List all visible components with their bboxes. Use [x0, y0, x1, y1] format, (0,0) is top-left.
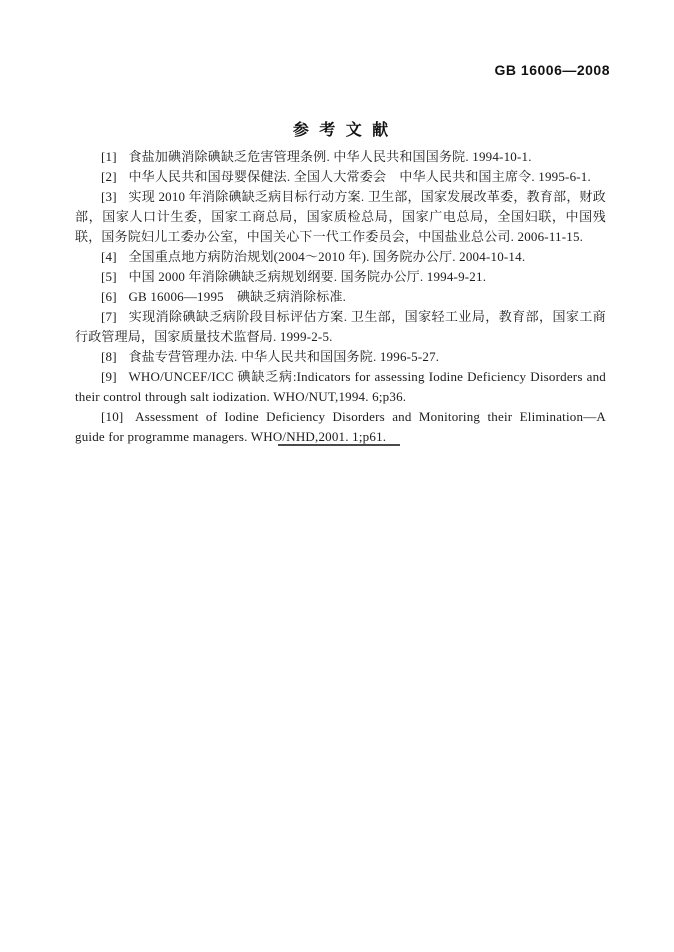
reference-item [75, 367, 606, 407]
reference-item [75, 407, 606, 447]
reference-label: [6] [101, 289, 117, 304]
reference-item [75, 347, 606, 367]
reference-item [75, 267, 606, 287]
reference-text: 实现消除碘缺乏病阶段目标评估方案. 卫生部，国家轻工业局，教育部，国家工商行政管理局，国家质量技术监督局. 1999-2-5. [75, 309, 606, 344]
reference-item [75, 167, 606, 187]
reference-label: [10] [101, 409, 124, 424]
reference-text: 实现 2010 年消除碘缺乏病目标行动方案. 卫生部，国家发展改革委，教育部，财政部，国家人口计生委，国家工商总局，国家质检总局，国家广电总局，全国妇联，中国残联，国务院妇儿工委办公室，中国关心下一代工作委员会，中国盐业总公司. 2006-11-15. [75, 189, 606, 244]
reference-text: 全国重点地方病防治规划(2004～2010 年). 国务院办公厅. 2004-10-14. [128, 249, 526, 264]
reference-text: GB 16006—1995 碘缺乏病消除标准. [128, 289, 347, 304]
reference-text: 食盐加碘消除碘缺乏危害管理条例. 中华人民共和国国务院. 1994-10-1. [128, 149, 532, 164]
references-list [75, 147, 606, 447]
reference-text: 食盐专营管理办法. 中华人民共和国国务院. 1996-5-27. [128, 349, 440, 364]
reference-item [75, 147, 606, 167]
reference-label: [2] [101, 169, 117, 184]
reference-label: [3] [101, 189, 117, 204]
end-of-document-divider [278, 444, 400, 446]
reference-item [75, 247, 606, 267]
reference-label: [7] [101, 309, 117, 324]
reference-label: [8] [101, 349, 117, 364]
standard-code: GB 16006—2008 [494, 62, 610, 78]
reference-item [75, 187, 606, 247]
references-section-title: 参考文献 [292, 122, 399, 139]
reference-label: [1] [101, 149, 117, 164]
reference-label: [9] [101, 369, 117, 384]
reference-text: WHO/UNCEF/ICC 碘缺乏病:Indicators for assessing Iodine Deficiency Disorders and their control through salt iodization. WHO/NUT,1994. 6;p36. [75, 369, 606, 404]
reference-item [75, 287, 606, 307]
reference-label: [4] [101, 249, 117, 264]
reference-text: Assessment of Iodine Deficiency Disorders and Monitoring their Elimination—A guide for programme managers. WHO/NHD,2001. 1;p61. [75, 409, 606, 444]
reference-item [75, 307, 606, 347]
reference-text: 中国 2000 年消除碘缺乏病规划纲要. 国务院办公厅. 1994-9-21. [128, 269, 487, 284]
reference-label: [5] [101, 269, 117, 284]
reference-text: 中华人民共和国母婴保健法. 全国人大常委会 中华人民共和国主席令. 1995-6-1. [128, 169, 591, 184]
